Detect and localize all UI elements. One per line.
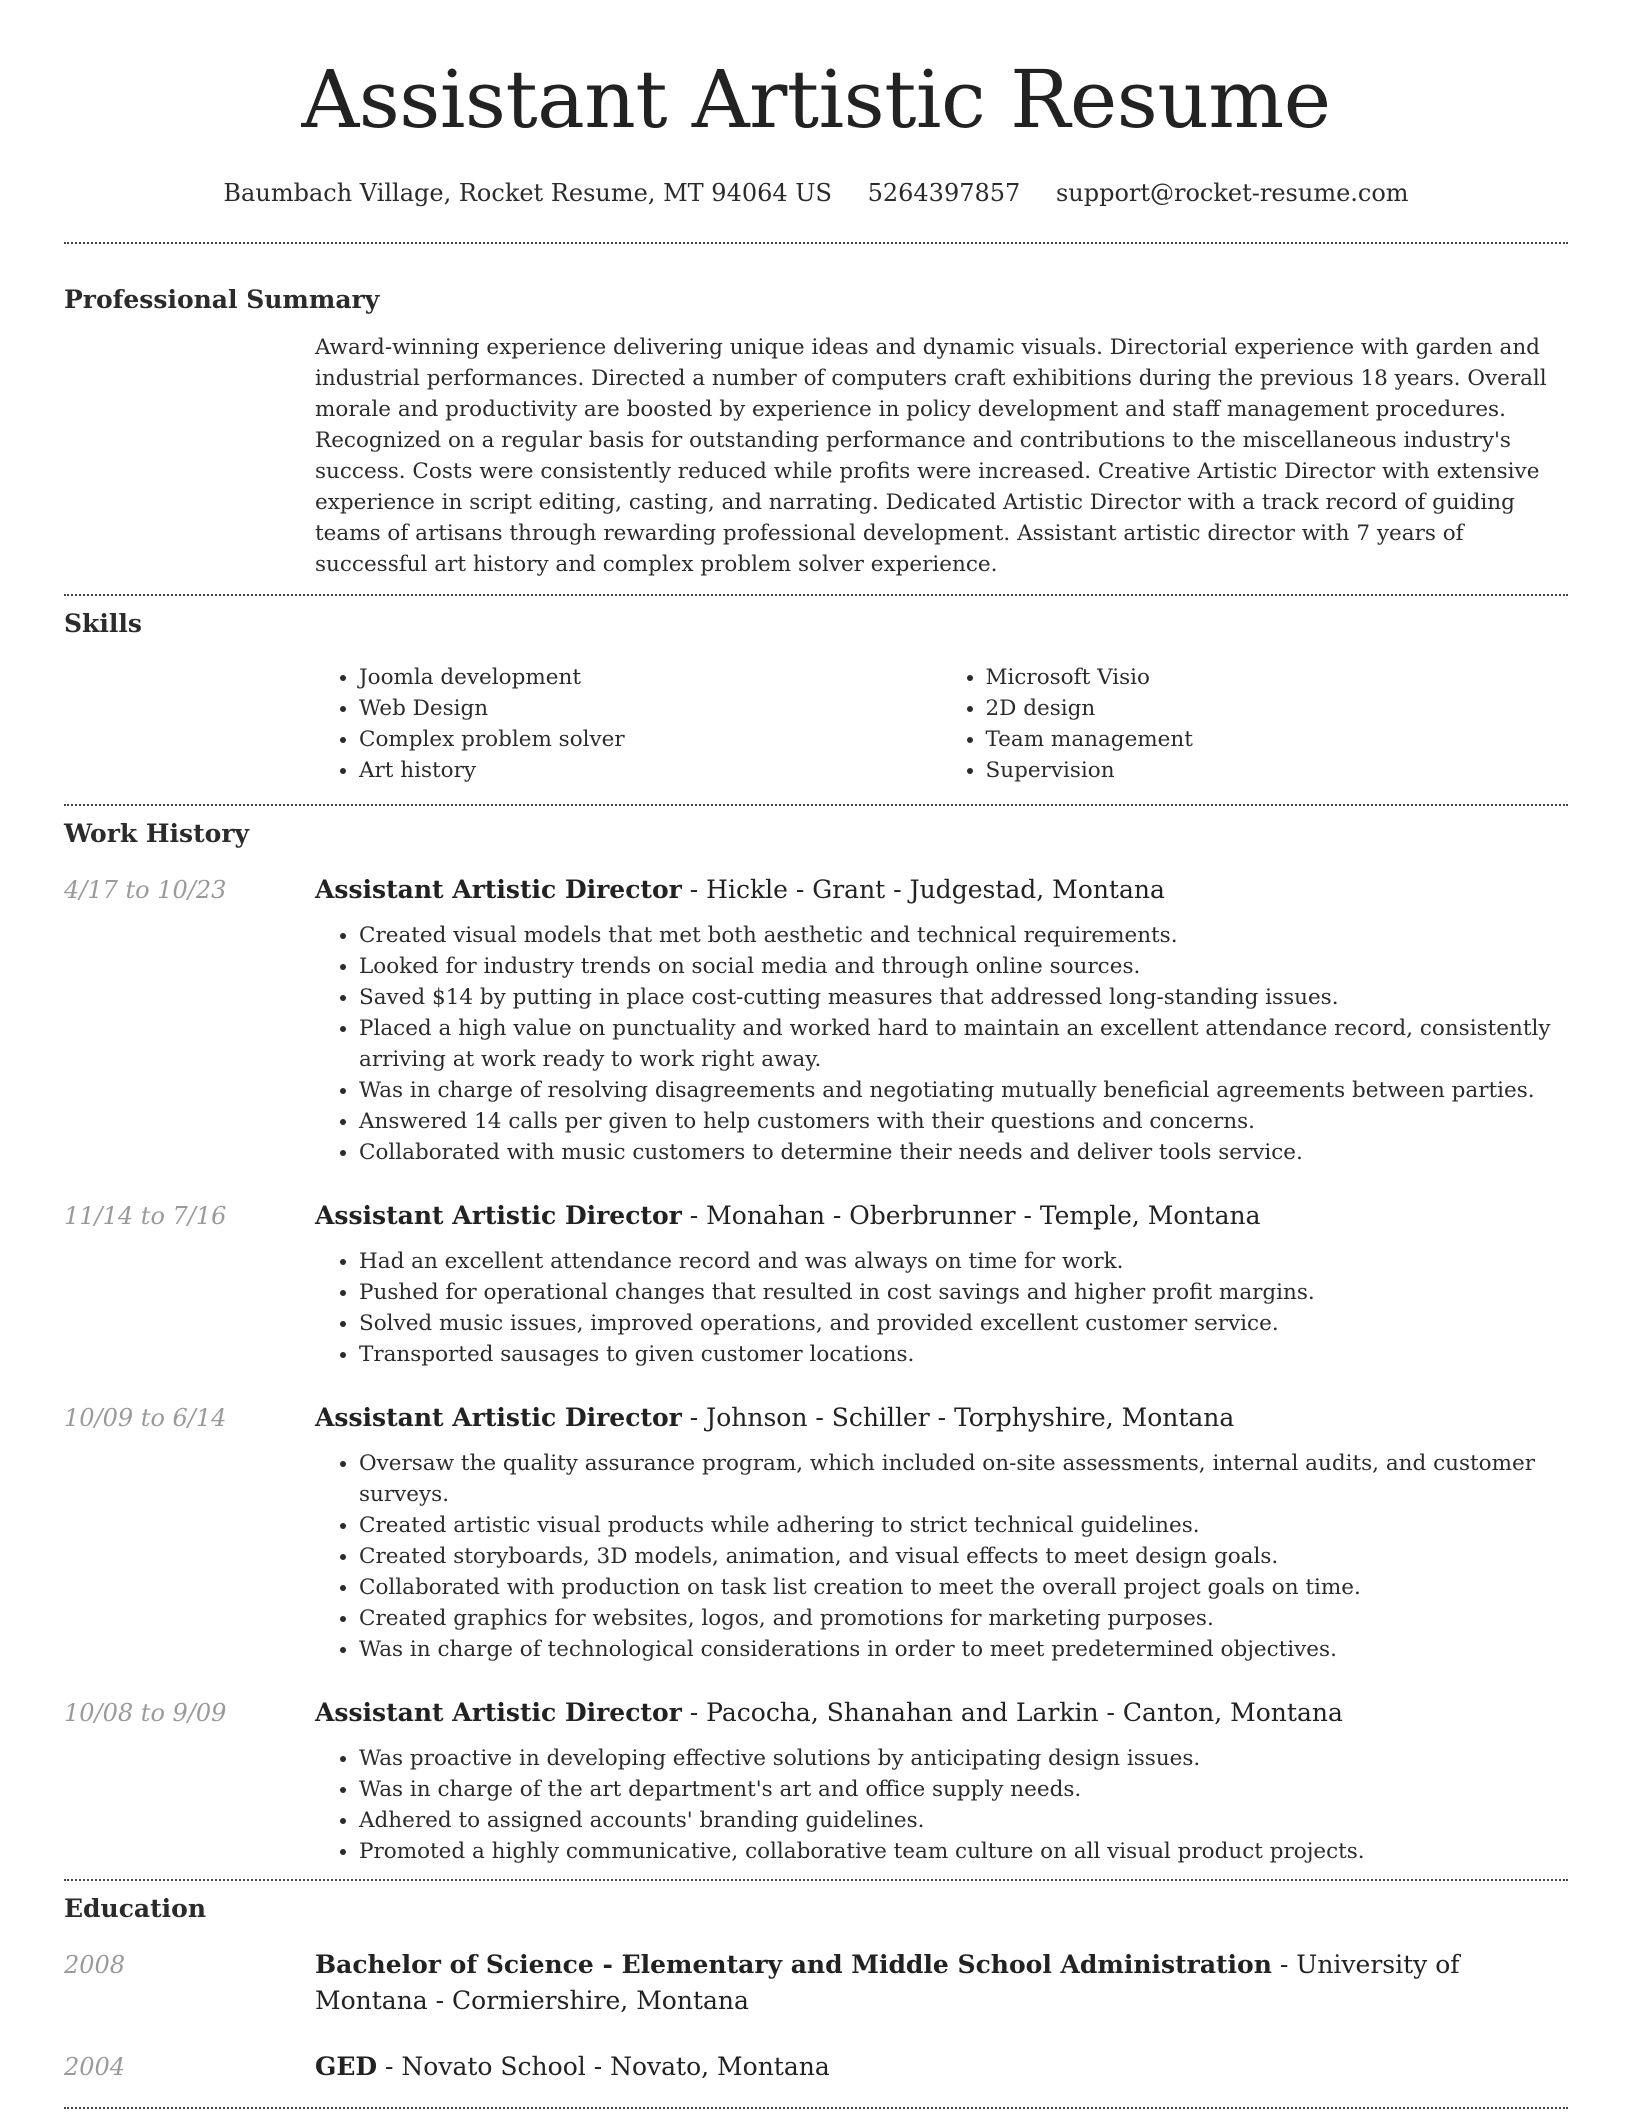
section-title-skills: Skills: [64, 609, 142, 638]
education-entry: [64, 1947, 1568, 2019]
summary-text: Award-winning experience delivering unique ideas and dynamic visuals. Directorial experience with garden and industrial performances. Directed a number of computers craft exhibitions during the previous 18 years. Overall morale and productivity are boosted by experience in policy development and staff management procedures. Recognized on a regular basis for outstanding performance and contributions to the miscellaneous industry's success. Costs were consistently reduced while profits were increased. Creative Artistic Director with extensive experience in script editing, casting, and narrating. Dedicated Artistic Director with a track record of guiding teams of artisans through rewarding professional development. Assistant artistic director with 7 years of successful art history and complex problem solver experience.: [315, 335, 1547, 577]
job-employer-location: - Monahan - Oberbrunner - Temple, Montana: [681, 1201, 1261, 1230]
job-bullet: • Created artistic visual products while adhering to strict technical guidelines.: [359, 1510, 1568, 1541]
job-bullet: • Placed a high value on punctuality and worked hard to maintain an excellent attendance record, consistently arriving at work ready to work right away.: [359, 1013, 1568, 1075]
job-entry: [64, 1400, 1568, 1665]
job-title: [315, 1695, 1568, 1731]
job-bullet: • Was in charge of the art department's art and office supply needs.: [359, 1774, 1568, 1805]
job-entry: [64, 872, 1568, 1168]
job-bullets: [315, 1743, 1568, 1867]
job-details: [315, 1695, 1568, 1867]
job-dates: 11/14 to 7/16: [64, 1202, 227, 1230]
work-history-section: [64, 818, 1568, 1867]
job-title: [315, 1198, 1568, 1234]
job-bullet: • Looked for industry trends on social media and through online sources.: [359, 951, 1568, 982]
education-details: [315, 1947, 1568, 2019]
job-role: Assistant Artistic Director: [315, 1698, 682, 1727]
job-details: [315, 1198, 1568, 1370]
skill-item: • Joomla development: [359, 662, 942, 693]
job-bullet: • Collaborated with music customers to determine their needs and deliver tools service.: [359, 1137, 1568, 1168]
job-bullet: • Oversaw the quality assurance program, which included on-site assessments, internal audits, and customer surveys.: [359, 1448, 1568, 1510]
job-bullet: • Adhered to assigned accounts' branding guidelines.: [359, 1805, 1568, 1836]
job-bullets: [315, 1448, 1568, 1665]
job-bullet: • Pushed for operational changes that resulted in cost savings and higher profit margins.: [359, 1277, 1568, 1308]
job-bullet: • Created visual models that met both aesthetic and technical requirements.: [359, 920, 1568, 951]
skills-section: [64, 608, 1568, 786]
divider: [64, 804, 1568, 806]
job-bullets: [315, 1246, 1568, 1370]
job-details: [315, 1400, 1568, 1665]
job-bullet: • Saved $14 by putting in place cost-cutting measures that addressed long-standing issues.: [359, 982, 1568, 1013]
divider: [64, 1879, 1568, 1881]
job-bullet: • Solved music issues, improved operations, and provided excellent customer service.: [359, 1308, 1568, 1339]
section-title-education: Education: [64, 1894, 207, 1923]
job-dates: 4/17 to 10/23: [64, 876, 227, 904]
divider: [64, 2107, 1568, 2109]
job-bullet: • Had an excellent attendance record and was always on time for work.: [359, 1246, 1568, 1277]
education-degree: GED: [315, 2052, 378, 2081]
education-list: [64, 1947, 1568, 2085]
job-bullet: • Was in charge of technological considerations in order to meet predetermined objectives.: [359, 1634, 1568, 1665]
job-bullets: [315, 920, 1568, 1168]
skills-list: [315, 662, 1568, 786]
job-entry: [64, 1695, 1568, 1867]
education-school-location: - University of Montana - Cormiershire, Montana: [315, 1950, 1460, 2015]
job-entry: [64, 1198, 1568, 1370]
job-list: [64, 872, 1568, 1867]
education-degree: Bachelor of Science - Elementary and Middle School Administration: [315, 1950, 1272, 1979]
job-bullet: • Answered 14 calls per given to help customers with their questions and concerns.: [359, 1106, 1568, 1137]
job-dates: 10/09 to 6/14: [64, 1404, 227, 1432]
job-bullet: • Was in charge of resolving disagreements and negotiating mutually beneficial agreements between parties.: [359, 1075, 1568, 1106]
skill-item: • Art history: [359, 755, 942, 786]
job-role: Assistant Artistic Director: [315, 1201, 682, 1230]
job-bullet: • Created storyboards, 3D models, animation, and visual effects to meet design goals.: [359, 1541, 1568, 1572]
contact-address: Baumbach Village, Rocket Resume, MT 94064 US: [223, 179, 832, 207]
job-bullet: • Promoted a highly communicative, collaborative team culture on all visual product projects.: [359, 1836, 1568, 1867]
education-details: [315, 2049, 1568, 2085]
skills-column-left: [315, 662, 942, 786]
contact-phone: 5264397857: [867, 179, 1021, 207]
job-bullet: • Transported sausages to given customer locations.: [359, 1339, 1568, 1370]
job-details: [315, 872, 1568, 1168]
education-section: [64, 1893, 1568, 2085]
job-bullet: • Was proactive in developing effective solutions by anticipating design issues.: [359, 1743, 1568, 1774]
education-entry: [64, 2049, 1568, 2085]
skill-item: • 2D design: [986, 693, 1569, 724]
job-title: [315, 1400, 1568, 1436]
skill-item: • Web Design: [359, 693, 942, 724]
job-bullet: • Created graphics for websites, logos, and promotions for marketing purposes.: [359, 1603, 1568, 1634]
education-school-location: - Novato School - Novato, Montana: [377, 2052, 830, 2081]
skills-column-right: [942, 662, 1569, 786]
skill-item: • Team management: [986, 724, 1569, 755]
skill-item: • Microsoft Visio: [986, 662, 1569, 693]
education-year: 2008: [64, 1951, 126, 1979]
job-bullet: • Collaborated with production on task list creation to meet the overall project goals on time.: [359, 1572, 1568, 1603]
job-role: Assistant Artistic Director: [315, 1403, 682, 1432]
job-title: [315, 872, 1568, 908]
job-role: Assistant Artistic Director: [315, 875, 682, 904]
contact-line: [64, 178, 1568, 208]
education-title: [315, 2049, 1568, 2085]
resume-title: Assistant Artistic Resume: [301, 53, 1331, 146]
section-title-summary: Professional Summary: [64, 285, 380, 314]
education-title: [315, 1947, 1568, 2019]
contact-email[interactable]: support@rocket-resume.com: [1055, 179, 1409, 207]
education-year: 2004: [64, 2053, 126, 2081]
skill-item: • Complex problem solver: [359, 724, 942, 755]
divider: [64, 594, 1568, 596]
job-dates: 10/08 to 9/09: [64, 1699, 227, 1727]
job-employer-location: - Pacocha, Shanahan and Larkin - Canton, Montana: [681, 1698, 1343, 1727]
summary-section: [64, 284, 1568, 580]
job-employer-location: - Johnson - Schiller - Torphyshire, Montana: [681, 1403, 1235, 1432]
resume-page: [64, 0, 1568, 2109]
section-title-work: Work History: [64, 819, 250, 848]
divider: [64, 242, 1568, 244]
skill-item: • Supervision: [986, 755, 1569, 786]
job-employer-location: - Hickle - Grant - Judgestad, Montana: [681, 875, 1165, 904]
